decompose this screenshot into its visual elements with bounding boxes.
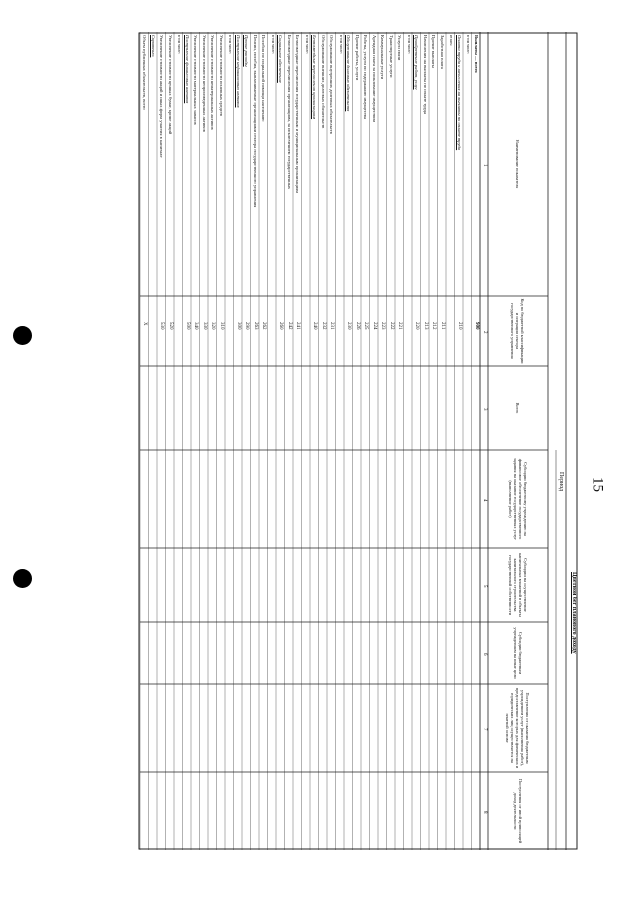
table-row-label: Обслуживание внешних долговых обязательств	[320, 35, 326, 129]
table-row-code: 260	[278, 322, 283, 330]
column-number-2: 2	[482, 331, 487, 334]
table-row-label: Услуги связи	[397, 35, 402, 61]
table-row-label: Увеличение стоимости акций и иных форм участия в капитале	[159, 35, 164, 158]
table-row-code: 231	[329, 322, 334, 330]
table-row-label: в том числе:	[406, 35, 411, 54]
table-title: Цветной бег планового доходу	[571, 572, 577, 654]
table-row-label: Выплаты — всего	[473, 35, 479, 73]
table-row-label: Пособия по социальной помощи населению	[261, 35, 266, 122]
table-row-label: Прочие расходы	[244, 35, 249, 67]
table-row-code: 223	[380, 322, 385, 330]
page-number: 15	[589, 477, 606, 492]
table-row-label: Прочие работы, услуги	[354, 35, 360, 81]
table-row-code: X	[142, 322, 147, 326]
table-row-code: 300	[235, 322, 241, 330]
column-header-1: Наименование показателя	[515, 139, 521, 189]
table-row-label: Обслуживание внутренних долговых обязательств	[329, 35, 334, 134]
table-row-label: в том числе:	[177, 35, 181, 54]
table-row-label: Социальное обеспечение	[278, 35, 283, 83]
table-row-label: Поступление финансовых активов	[184, 35, 190, 104]
column-number-5: 5	[482, 585, 487, 588]
table-row-label: в том числе:	[270, 35, 275, 54]
table-row-code: 210	[456, 322, 462, 330]
table-row-code: 520	[167, 322, 173, 330]
table-row-label: Коммунальные услуги	[380, 35, 385, 80]
table-row-label: в том числе:	[338, 35, 343, 54]
table-row-code: 900	[473, 322, 479, 330]
table-row-label: Приобретение работ, услуг	[414, 35, 419, 90]
table-row-label: в том числе:	[228, 35, 232, 54]
table-row-label: из них:	[449, 35, 453, 46]
column-header-5: Субсидии на осуществление капитальных вложений в объекты капитального строительства государственной собственности	[508, 553, 528, 617]
table-row-code: 230	[346, 322, 351, 330]
column-header-7: Поступления от оказания бюджетным учреждением услуг (выполнения работ), предоставление которых для физических и юридических лиц осуществляется на платной основе	[505, 687, 531, 769]
table-row-label: в том числе:	[304, 35, 309, 54]
table-row-code: 263	[252, 322, 258, 330]
table-row-code: 310	[218, 322, 224, 330]
table-row-code: 220	[414, 322, 419, 330]
table-row-label: в том числе:	[466, 35, 470, 54]
table-row-label: Безвозмездные перечисления государственным и муниципальным организациям	[295, 35, 300, 194]
table-row-label: Транспортные услуги	[388, 35, 394, 78]
table-row-code: 241	[295, 322, 300, 330]
table-row-label: Справочно:	[150, 35, 156, 58]
period-label: Период	[558, 472, 564, 492]
table-row-label: Объем публичных обязательств, всего	[142, 35, 147, 110]
table-row-label: Заработная плата	[439, 35, 445, 69]
column-header-6: Субсидии бюджетным учреждениям на иные цели	[513, 627, 523, 679]
table-row-code: 232	[320, 322, 326, 330]
table-row-label: Безвозмездные перечисления организациям, за исключением государственных	[286, 35, 292, 190]
table-row-code: 221	[397, 322, 402, 330]
table-row-label: Прочие выплаты	[431, 35, 436, 68]
table-row-code: 340	[193, 322, 198, 330]
column-number-1: 1	[482, 164, 487, 167]
column-number-7: 7	[482, 728, 487, 731]
table-row-code: 224	[371, 322, 377, 330]
table-row-code: 211	[439, 322, 445, 330]
column-number-6: 6	[482, 653, 487, 656]
table-row-label: Увеличение стоимости непроизведенных активов	[201, 35, 207, 132]
table-row-code: 212	[431, 322, 436, 330]
table-row-code: 242	[286, 322, 292, 330]
table-row-code: 330	[201, 322, 207, 330]
table-row-code: 320	[210, 322, 215, 330]
column-number-3: 3	[482, 408, 487, 411]
table-row-label: Безвозмездные перечисления организациям	[312, 35, 317, 120]
table-row-label: Увеличение стоимости ценных бумаг, кроме акций	[167, 35, 173, 135]
column-header-4: Субсидии бюджетному учреждению на финансовое обеспечение государственного задания на оказание государственных услуг (выполнение работ)	[508, 457, 528, 541]
column-header-8: Поступления от иной приносящей доход деятельности	[513, 778, 523, 844]
punch-hole-bottom	[13, 569, 32, 588]
table-row-code: 225	[363, 322, 368, 330]
table-row-code: 262	[261, 322, 266, 330]
table-row-label: Пенсии, пособия, выплачиваемые организациями сектора государственного управления	[252, 35, 258, 208]
table-row-label: Арендная плата за пользование имуществом	[371, 35, 377, 123]
punch-hole-top	[13, 326, 32, 345]
table-row-code: 222	[388, 322, 394, 330]
table-row-label: Работы, услуги по содержанию имущества	[363, 35, 368, 120]
table-row-label: Поступление нефинансовых активов	[235, 35, 241, 108]
table-row-label: Увеличение стоимости материальных запасов	[193, 35, 198, 125]
table-row-code: 240	[312, 322, 317, 330]
table-row-code: 530	[159, 322, 164, 330]
table-row-label: Увеличение стоимости основных средств	[218, 35, 224, 117]
table-row-code: 213	[422, 322, 428, 330]
column-number-4: 4	[482, 499, 487, 502]
table-row-label: Увеличение стоимости нематериальных активов	[210, 35, 215, 130]
table-row-label: Обслуживание долговых обязательств	[346, 35, 351, 112]
table-row-code: 290	[244, 322, 249, 330]
rotated-table	[138, 32, 578, 850]
table-row-label: Начисления на выплаты по оплате труда	[422, 35, 428, 115]
table-row-code: 500	[184, 322, 190, 330]
table-row-code: 226	[354, 322, 360, 330]
column-header-3: Всего	[515, 402, 521, 414]
column-header-2: Код по бюджетной классификации и операции сектора государственного управления	[510, 298, 526, 364]
table-row-label: Оплата труда и начисления на выплаты по оплате труда	[456, 35, 462, 151]
column-number-8: 8	[482, 811, 487, 814]
